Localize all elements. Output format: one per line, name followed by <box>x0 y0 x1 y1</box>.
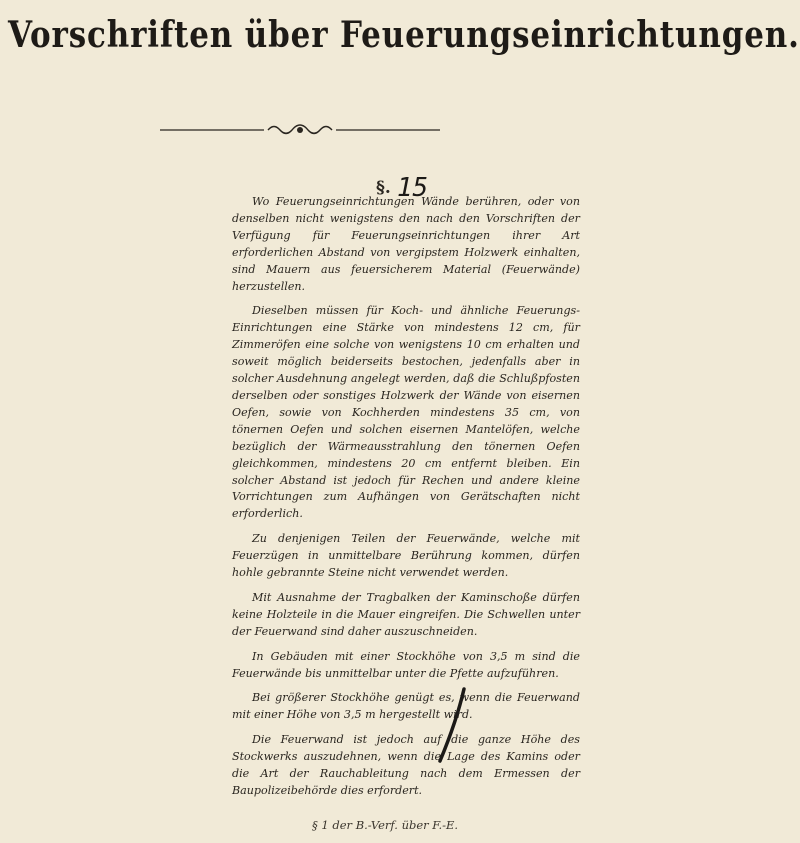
handwritten-strike-mark <box>434 685 474 765</box>
paragraph-2: Dieselben müssen für Koch- und ähnliche Feuerungs-Einrichtungen eine Stärke von mindestens 12 cm, für Zimmeröfen eine solche von wenigstens 10 cm erhalten und soweit möglich beiderseits bestochen, jedenfalls aber in solcher Ausdehnung angelegt werden, daß die Schlußpfosten derselben oder sonstiges Holzwerk der Wände von eisernen Oefen, sowie von Kochherden mindestens 35 cm, von tönernen Oefen und solchen eisernen Mantelöfen, welche bezüglich der Wärmeausstrahlung den tönernen Oefen gleichkommen, mindestens 20 cm entfernt bleiben. Ein solcher Abstand ist jedoch für Rechen und andere kleine Vorrichtungen zum Aufhängen von Gerätschaften nicht erforderlich. <box>232 304 580 521</box>
paragraph-4: Mit Ausnahme der Tragbalken der Kaminschoße dürfen keine Holzteile in die Mauer eingreifen. Die Schwellen unter der Feuerwand sind daher auszuschneiden. <box>232 590 580 638</box>
paragraph-1: Wo Feuerungseinrichtungen Wände berühren, oder von denselben nicht wenigstens den nach den Vorschriften der Verfügung für Feuerungseinrichtungen ihrer Art erforderlichen Abstand von vergipstem Holzwerk einhalten, sind Mauern aus feuersicherem Material (Feuerwände) herzustellen. <box>232 195 580 293</box>
paragraph-6: Bei größerer Stockhöhe genügt es, wenn die Feuerwand mit einer Höhe von 3,5 m hergestellt wird. <box>232 691 580 722</box>
section-symbol: §. <box>376 178 391 198</box>
document-body <box>232 194 580 808</box>
decorative-divider <box>160 122 440 138</box>
paragraph-3: Zu denjenigen Teilen der Feuerwände, welche mit Feuerzügen in unmittelbare Berührung kommen, dürfen hohle gebrannte Steine nicht verwendet werden. <box>232 532 580 580</box>
source-reference: § 1 der B.-Verf. über F.-E. <box>312 818 459 832</box>
section-number-handwritten: 15 <box>396 173 429 203</box>
paragraph-5: In Gebäuden mit einer Stockhöhe von 3,5 m sind die Feuerwände bis unmittelbar unter die Pfette aufzuführen. <box>232 649 580 680</box>
paragraph-7: Die Feuerwand ist jedoch auf die ganze Höhe des Stockwerks auszudehnen, wenn die Lage des Kamins oder die Art der Rauchableitung nach dem Ermessen der Baupolizeibehörde dies erfordert. <box>232 733 580 797</box>
page-title: Vorschriften über Feuerungseinrichtungen. <box>8 14 800 56</box>
